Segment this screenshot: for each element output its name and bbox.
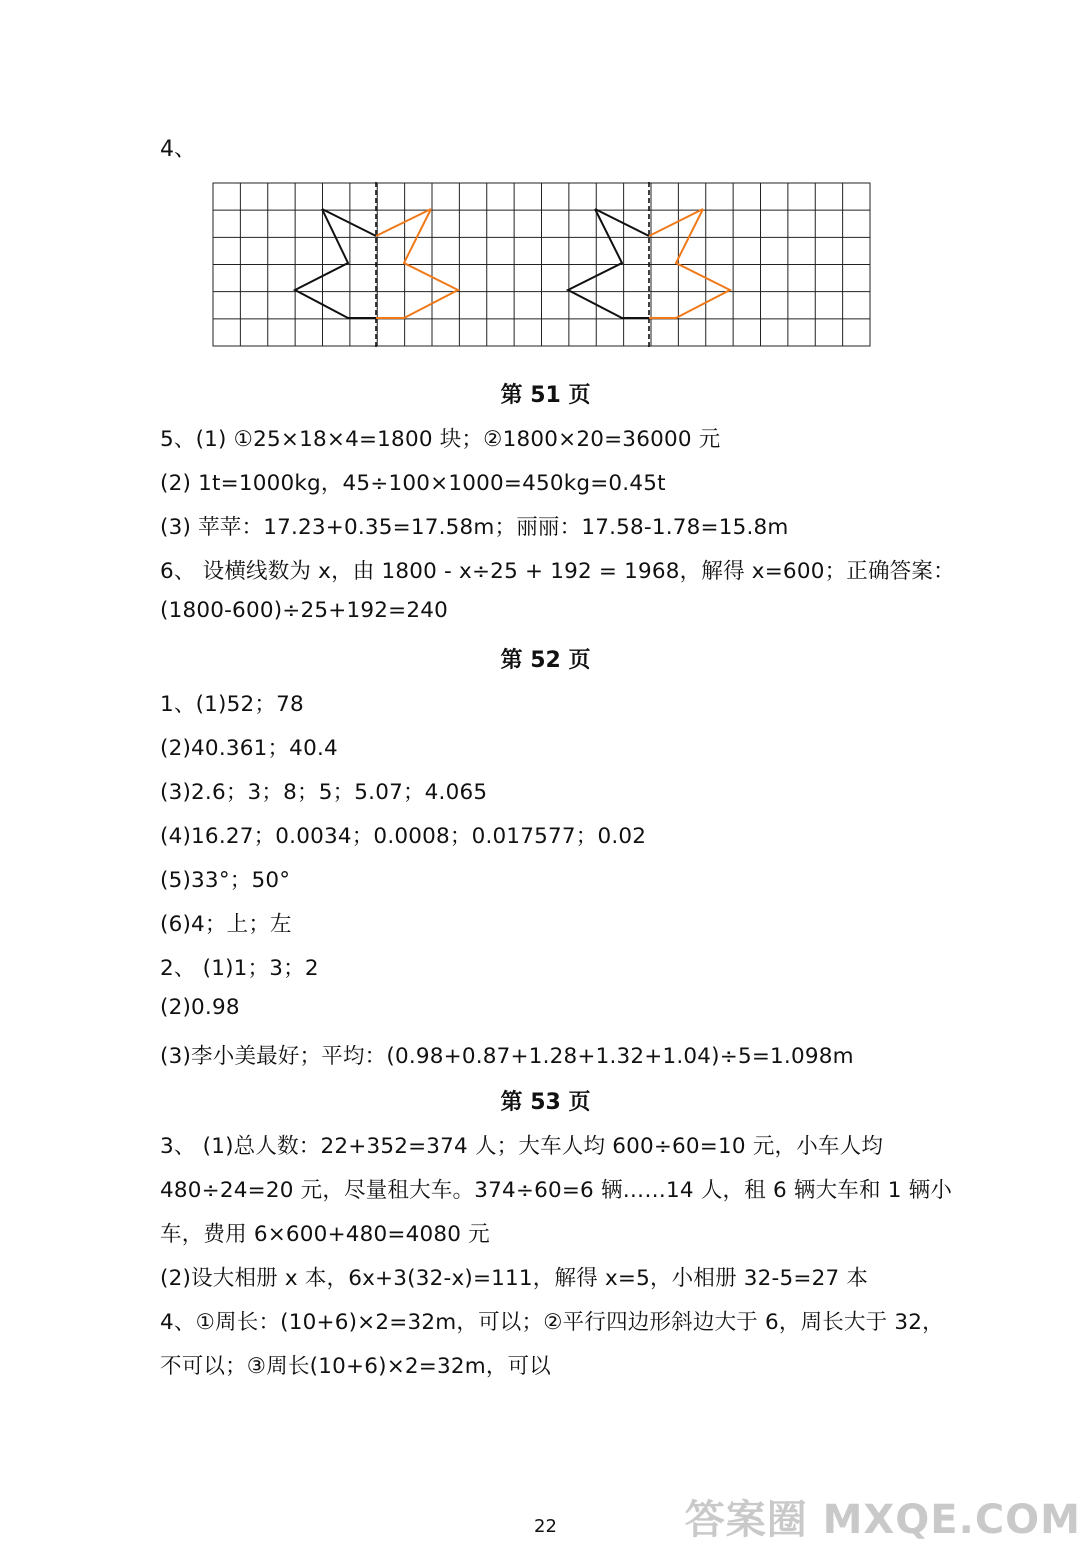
answer-line: 5、(1) ①25×18×4=1800 块；②1800×20=36000 元 bbox=[160, 427, 721, 452]
answer-line: 6、 设横线数为 x，由 1800 - x÷25 + 192 = 1968，解得 x=600；正确答案： bbox=[160, 559, 955, 584]
answer-line: (2)设大相册 x 本，6x+3(32-x)=111，解得 x=5，小相册 32-5=27 本 bbox=[160, 1266, 869, 1291]
original-shape-2-edge bbox=[595, 209, 649, 236]
original-shape-1 bbox=[295, 209, 376, 318]
symmetry-grid-figure bbox=[212, 182, 872, 350]
mirrored-shape-2 bbox=[649, 209, 730, 318]
heading-page-53: 第 53 页 bbox=[500, 1090, 591, 1115]
mirrored-shape-1 bbox=[376, 209, 458, 318]
answer-line: (2)0.98 bbox=[160, 995, 240, 1020]
original-shape-1-edge bbox=[322, 209, 376, 236]
answer-line: (1800-600)÷25+192=240 bbox=[160, 598, 448, 623]
answer-line: (3)李小美最好；平均：(0.98+0.87+1.28+1.32+1.04)÷5=1.098m bbox=[160, 1044, 854, 1069]
original-shape-2 bbox=[568, 209, 649, 318]
question-4-label: 4、 bbox=[160, 137, 196, 162]
answer-line: (2)40.361；40.4 bbox=[160, 736, 338, 761]
answer-line: (4)16.27；0.0034；0.0008；0.017577；0.02 bbox=[160, 824, 647, 849]
answer-line: 2、 (1)1；3；2 bbox=[160, 956, 319, 981]
answer-line: (5)33°；50° bbox=[160, 868, 291, 893]
answer-line: (2) 1t=1000kg，45÷100×1000=450kg=0.45t bbox=[160, 471, 666, 496]
page-number: 22 bbox=[534, 1516, 557, 1537]
answer-line: (3) 苹苹：17.23+0.35=17.58m；丽丽：17.58-1.78=15.8m bbox=[160, 515, 789, 540]
answer-line: (6)4；上；左 bbox=[160, 912, 292, 937]
mirrored-shape-1-edge bbox=[376, 209, 431, 236]
answer-line: 480÷24=20 元，尽量租大车。374÷60=6 辆……14 人，租 6 辆大车和 1 辆小 bbox=[160, 1178, 953, 1203]
heading-page-52: 第 52 页 bbox=[500, 648, 591, 673]
watermark-logo: 答案圈 MXQE.COM bbox=[684, 1497, 1081, 1543]
heading-page-51: 第 51 页 bbox=[500, 383, 591, 408]
answer-line: (3)2.6；3；8；5；5.07；4.065 bbox=[160, 780, 488, 805]
answer-line: 车，费用 6×600+480=4080 元 bbox=[160, 1222, 490, 1247]
answer-line: 1、(1)52；78 bbox=[160, 692, 304, 717]
answer-line: 4、①周长：(10+6)×2=32m，可以；②平行四边形斜边大于 6，周长大于 32， bbox=[160, 1310, 944, 1335]
answer-line: 3、 (1)总人数：22+352=374 人；大车人均 600÷60=10 元，小车人均 bbox=[160, 1134, 884, 1159]
mirrored-shape-2-edge bbox=[649, 209, 703, 236]
answer-line: 不可以；③周长(10+6)×2=32m，可以 bbox=[160, 1354, 552, 1379]
grid-cells bbox=[213, 183, 870, 346]
